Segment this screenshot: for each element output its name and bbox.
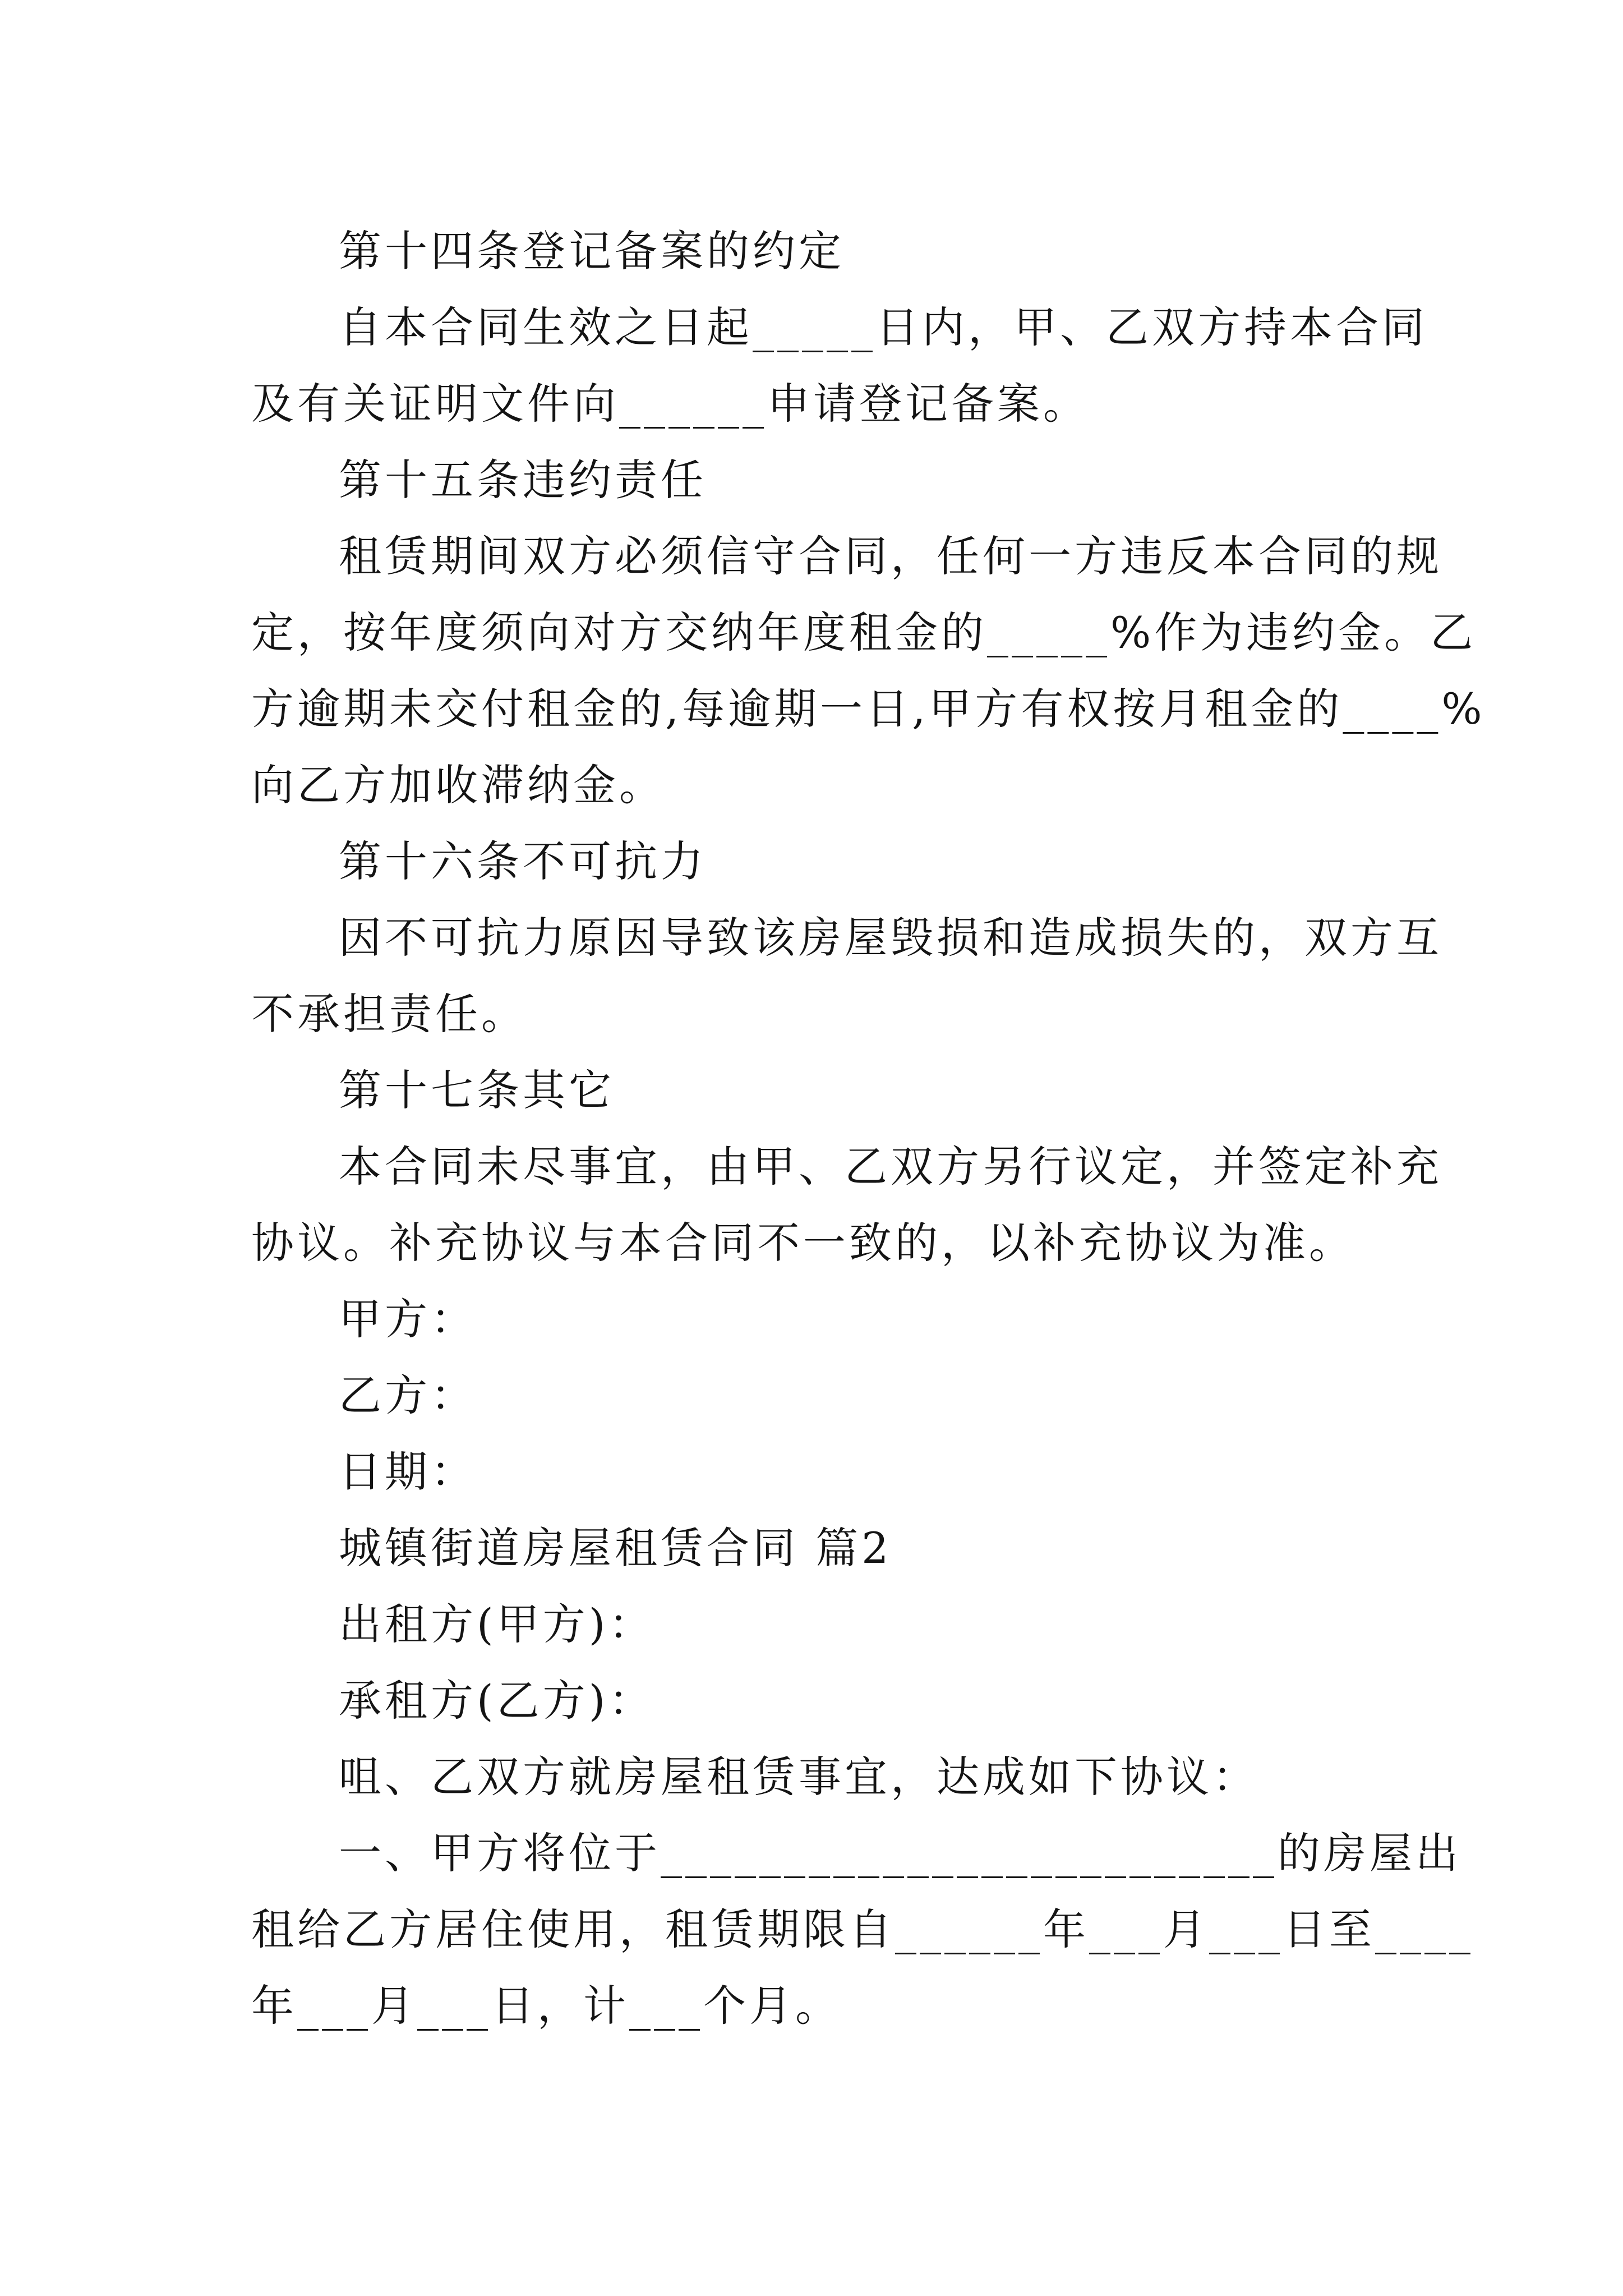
paragraph-line: 一、甲方将位于_________________________的房屋出 xyxy=(339,1828,1461,1878)
paragraph-line: 年___月___日，计___个月。 xyxy=(251,1981,841,2031)
party-a-signature-label: 甲方： xyxy=(339,1294,477,1344)
lessee-label: 承租方(乙方)： xyxy=(339,1676,655,1726)
paragraph-line: 向乙方加收滞纳金。 xyxy=(251,760,665,810)
date-label: 日期： xyxy=(339,1447,477,1497)
paragraph-line: 咀、乙双方就房屋租赁事宜，达成如下协议： xyxy=(339,1752,1258,1802)
document-body xyxy=(251,213,1486,2044)
article-15-heading: 第十五条违约责任 xyxy=(339,455,707,505)
paragraph-line: 及有关证明文件向______申请登记备案。 xyxy=(251,379,1089,429)
paragraph-line: 方逾期未交付租金的,每逾期一日,甲方有权按月租金的____% xyxy=(251,684,1486,734)
paragraph-line: 租赁期间双方必须信守合同，任何一方违反本合同的规 xyxy=(339,531,1442,581)
article-16-heading: 第十六条不可抗力 xyxy=(339,836,707,886)
party-b-signature-label: 乙方： xyxy=(339,1370,477,1420)
paragraph-line: 本合同未尽事宜，由甲、乙双方另行议定，并签定补充 xyxy=(339,1142,1442,1191)
paragraph-line: 协议。补充协议与本合同不一致的，以补充协议为准。 xyxy=(251,1218,1355,1268)
section-title: 城镇街道房屋租赁合同 篇2 xyxy=(339,1523,892,1573)
article-14-heading: 第十四条登记备案的约定 xyxy=(339,226,845,276)
article-17-heading: 第十七条其它 xyxy=(339,1065,615,1115)
paragraph-line: 不承担责任。 xyxy=(251,989,527,1039)
paragraph-line: 租给乙方居住使用，租赁期限自______年___月___日至____ xyxy=(251,1904,1474,1954)
paragraph-line: 因不可抗力原因导致该房屋毁损和造成损失的，双方互 xyxy=(339,913,1442,963)
paragraph-line: 定，按年度须向对方交纳年度租金的_____%作为违约金。乙 xyxy=(251,608,1477,657)
paragraph-line: 自本合同生效之日起_____日内，甲、乙双方持本合同 xyxy=(339,302,1428,352)
lessor-label: 出租方(甲方)： xyxy=(339,1599,655,1649)
